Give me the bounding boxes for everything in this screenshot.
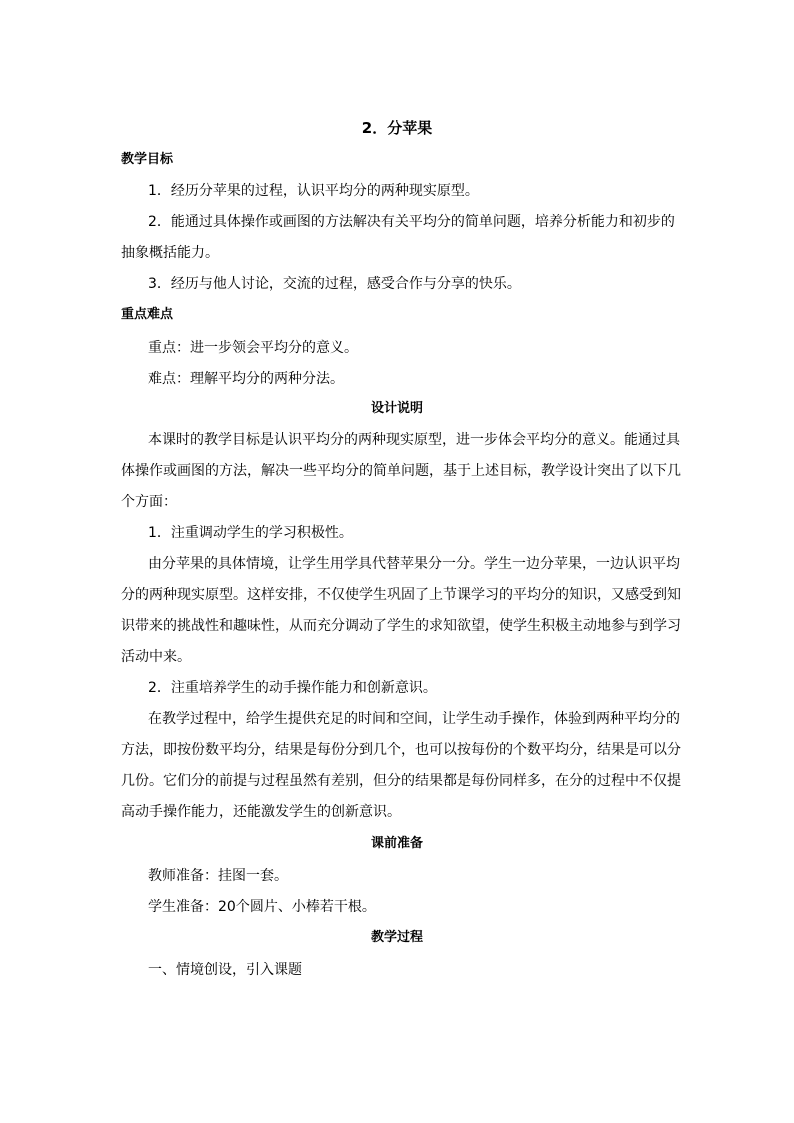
goal-item-3: 3．经历与他人讨论，交流的过程，感受合作与分享的快乐。: [148, 276, 521, 292]
teacher-preparation: 教师准备：挂图一套。: [148, 868, 288, 884]
design-paragraph-1-line-1: 本课时的教学目标是认识平均分的两种现实原型，进一步体会平均分的意义。能通过具: [148, 432, 680, 448]
goal-item-1: 1．经历分苹果的过程，认识平均分的两种现实原型。: [148, 183, 479, 199]
design-paragraph-2-line-2: 分的两种现实原型。这样安排，不仅使学生巩固了上节课学习的平均分的知识，又感受到知: [121, 587, 681, 603]
design-paragraph-2-line-4: 活动中来。: [121, 649, 191, 665]
design-paragraph-3-line-4: 高动手操作能力，还能激发学生的创新意识。: [121, 804, 401, 820]
design-paragraph-2-line-3: 识带来的挑战性和趣味性，从而充分调动了学生的求知欲望，使学生积极主动地参与到学习: [121, 618, 681, 634]
section-heading-process: 教学过程: [370, 930, 423, 945]
goal-item-2-line-1: 2．能通过具体操作或画图的方法解决有关平均分的简单问题，培养分析能力和初步的: [148, 214, 675, 230]
design-item-2: 2．注重培养学生的动手操作能力和创新意识。: [148, 680, 437, 696]
design-paragraph-2-line-1: 由分苹果的具体情境，让学生用学具代替苹果分一分。学生一边分苹果，一边认识平均: [148, 556, 680, 572]
design-paragraph-1-line-2: 体操作或画图的方法，解决一些平均分的简单问题，基于上述目标，教学设计突出了以下几: [121, 463, 681, 479]
design-paragraph-3-line-2: 方法，即按份数平均分，结果是每份分到几个，也可以按每份的个数平均分，结果是可以分: [121, 742, 681, 758]
design-paragraph-3-line-1: 在教学过程中，给学生提供充足的时间和空间，让学生动手操作，体验到两种平均分的: [148, 711, 680, 727]
student-preparation: 学生准备：20个圆片、小棒若干根。: [148, 899, 376, 915]
process-step-1: 一、情境创设，引入课题: [148, 962, 302, 978]
page-title: 2．分苹果: [361, 119, 433, 137]
section-heading-key-points: 重点难点: [121, 307, 174, 322]
section-heading-design: 设计说明: [370, 401, 423, 416]
goal-item-2-line-2: 抽象概括能力。: [121, 245, 219, 261]
design-paragraph-3-line-3: 几份。它们分的前提与过程虽然有差别，但分的结果都是每份同样多，在分的过程中不仅提: [121, 773, 681, 789]
section-heading-goals: 教学目标: [121, 152, 174, 167]
design-paragraph-1-line-3: 个方面：: [121, 494, 177, 510]
key-point-text: 重点：进一步领会平均分的意义。: [148, 340, 358, 356]
section-heading-preparation: 课前准备: [370, 836, 423, 851]
design-item-1: 1．注重调动学生的学习积极性。: [148, 525, 353, 541]
difficult-point-text: 难点：理解平均分的两种分法。: [148, 371, 344, 387]
